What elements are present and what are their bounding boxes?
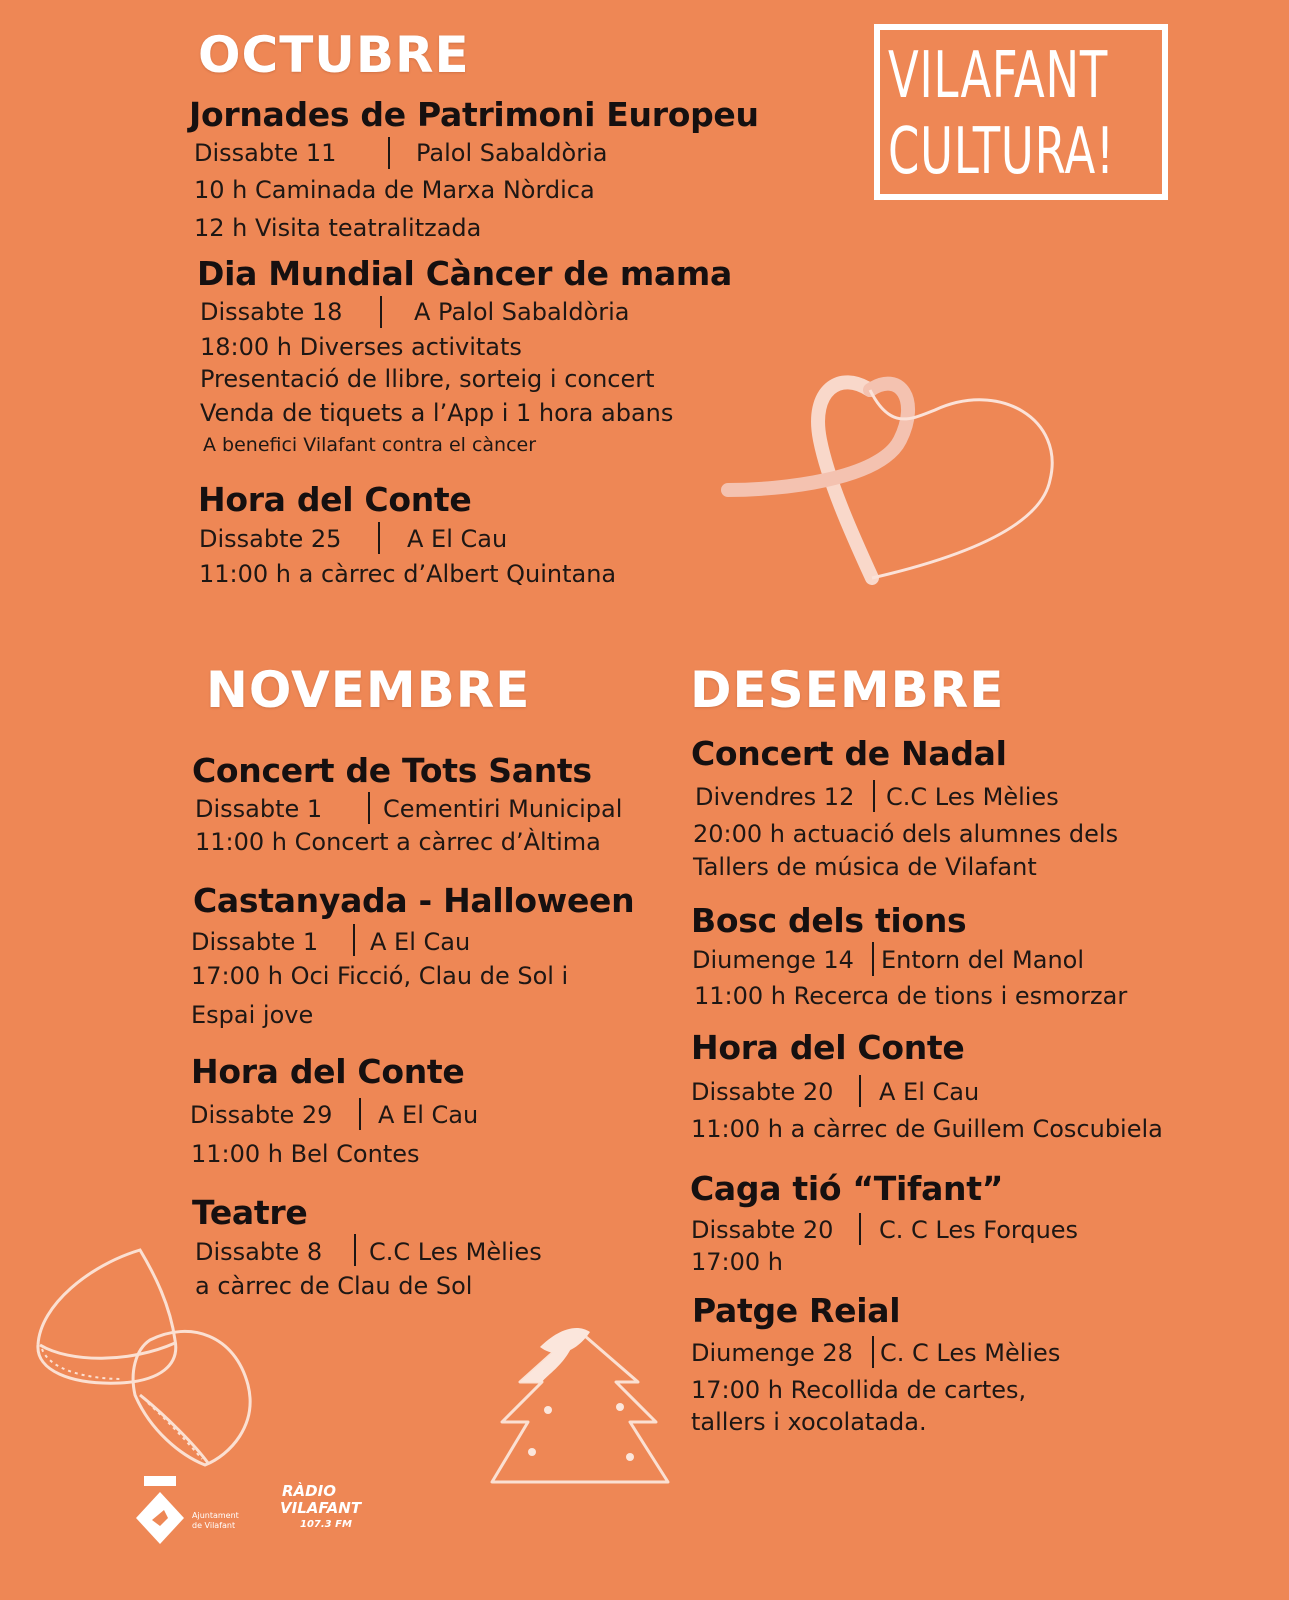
event-date: Dissabte 25 (199, 525, 342, 553)
event-date: Dissabte 20 (691, 1078, 834, 1106)
event-detail: a càrrec de Clau de Sol (195, 1272, 473, 1300)
separator (388, 137, 390, 169)
event-title: Hora del Conte (691, 1028, 965, 1067)
event-title: Castanyada - Halloween (193, 881, 635, 920)
event-title: Bosc dels tions (691, 901, 967, 940)
event-date: Dissabte 18 (200, 298, 343, 326)
event-date: Dissabte 11 (194, 139, 337, 167)
ajuntament-label-line2: de Vilafant (192, 1521, 236, 1530)
event-detail: Presentació de llibre, sorteig i concert (200, 365, 655, 393)
separator (873, 780, 875, 812)
event-title: Caga tió “Tifant” (690, 1169, 1004, 1208)
month-heading-desembre: DESEMBRE (690, 661, 1005, 719)
event-place: A El Cau (378, 1101, 479, 1129)
radio-vilafant-logo (280, 1482, 372, 1542)
event-title: Jornades de Patrimoni Europeu (189, 95, 759, 134)
logo-line-1: VILAFANT (888, 39, 1109, 113)
event-place: C. C Les Mèlies (880, 1339, 1061, 1367)
ajuntament-crest-icon (134, 1474, 186, 1546)
separator (859, 1075, 861, 1107)
event-title: Hora del Conte (191, 1052, 465, 1091)
separator (378, 522, 380, 554)
event-place: Cementiri Municipal (383, 795, 623, 823)
logo-line-2: CULTURA! (888, 115, 1115, 189)
event-place: C.C Les Mèlies (369, 1238, 542, 1266)
event-place: A El Cau (407, 525, 508, 553)
event-detail: 11:00 h Concert a càrrec d’Àltima (195, 828, 601, 856)
radio-name-1: RÀDIO (282, 1482, 336, 1500)
event-place: A El Cau (370, 928, 471, 956)
event-date: Dissabte 1 (195, 795, 323, 823)
event-detail: 17:00 h (691, 1248, 784, 1276)
month-heading-novembre: NOVEMBRE (206, 661, 531, 719)
event-place: Palol Sabaldòria (416, 139, 608, 167)
ribbon-heart-icon (720, 370, 1065, 585)
event-detail: Espai jove (191, 1001, 314, 1029)
event-place: A Palol Sabaldòria (414, 298, 630, 326)
radio-name-2: VILAFANT (280, 1499, 362, 1517)
event-title: Concert de Tots Sants (192, 751, 592, 790)
radio-frequency: 107.3 FM (300, 1519, 352, 1530)
event-detail: 11:00 h a càrrec d’Albert Quintana (199, 560, 617, 588)
event-detail: 12 h Visita teatralitzada (194, 214, 482, 242)
event-place: C. C Les Forques (879, 1216, 1079, 1244)
separator (859, 1213, 861, 1245)
event-date: Dissabte 1 (191, 928, 319, 956)
separator (354, 1234, 356, 1266)
event-title: Dia Mundial Càncer de mama (197, 254, 732, 293)
event-detail: 17:00 h Recollida de cartes, (691, 1376, 1027, 1404)
separator (872, 1336, 874, 1368)
event-detail: 10 h Caminada de Marxa Nòrdica (194, 176, 595, 204)
event-date: Divendres 12 (695, 783, 855, 811)
event-title: Patge Reial (692, 1291, 901, 1330)
vilafant-cultura-logo (874, 24, 1168, 200)
separator (380, 296, 382, 328)
christmas-tree-icon (480, 1322, 675, 1497)
month-heading-octubre: OCTUBRE (198, 26, 470, 84)
event-date: Dissabte 8 (195, 1238, 323, 1266)
event-detail: 20:00 h actuació dels alumnes dels (693, 820, 1119, 848)
event-detail: 11:00 h Recerca de tions i esmorzar (694, 982, 1128, 1010)
event-detail: A benefici Vilafant contra el càncer (203, 434, 537, 456)
event-detail: tallers i xocolatada. (691, 1408, 927, 1436)
event-detail: Venda de tiquets a l’App i 1 hora abans (200, 399, 674, 427)
separator (353, 924, 355, 956)
event-place: Entorn del Manol (881, 946, 1085, 974)
event-title: Hora del Conte (198, 480, 472, 519)
event-date: Diumenge 28 (691, 1339, 853, 1367)
separator (872, 942, 874, 976)
event-detail: 17:00 h Oci Ficció, Clau de Sol i (191, 962, 569, 990)
ajuntament-label-line1: Ajuntament (192, 1511, 239, 1520)
event-place: C.C Les Mèlies (886, 783, 1059, 811)
event-detail: 18:00 h Diverses activitats (200, 333, 522, 361)
event-place: A El Cau (879, 1078, 980, 1106)
chestnuts-icon (30, 1245, 260, 1470)
separator (359, 1098, 361, 1130)
event-date: Dissabte 20 (691, 1216, 834, 1244)
event-detail: 11:00 h a càrrec de Guillem Coscubiela (691, 1115, 1163, 1143)
event-date: Diumenge 14 (692, 946, 854, 974)
separator (368, 792, 370, 824)
event-title: Teatre (192, 1193, 308, 1232)
event-detail: Tallers de música de Vilafant (693, 853, 1037, 881)
event-title: Concert de Nadal (691, 734, 1007, 773)
event-date: Dissabte 29 (190, 1101, 333, 1129)
event-detail: 11:00 h Bel Contes (191, 1140, 420, 1168)
